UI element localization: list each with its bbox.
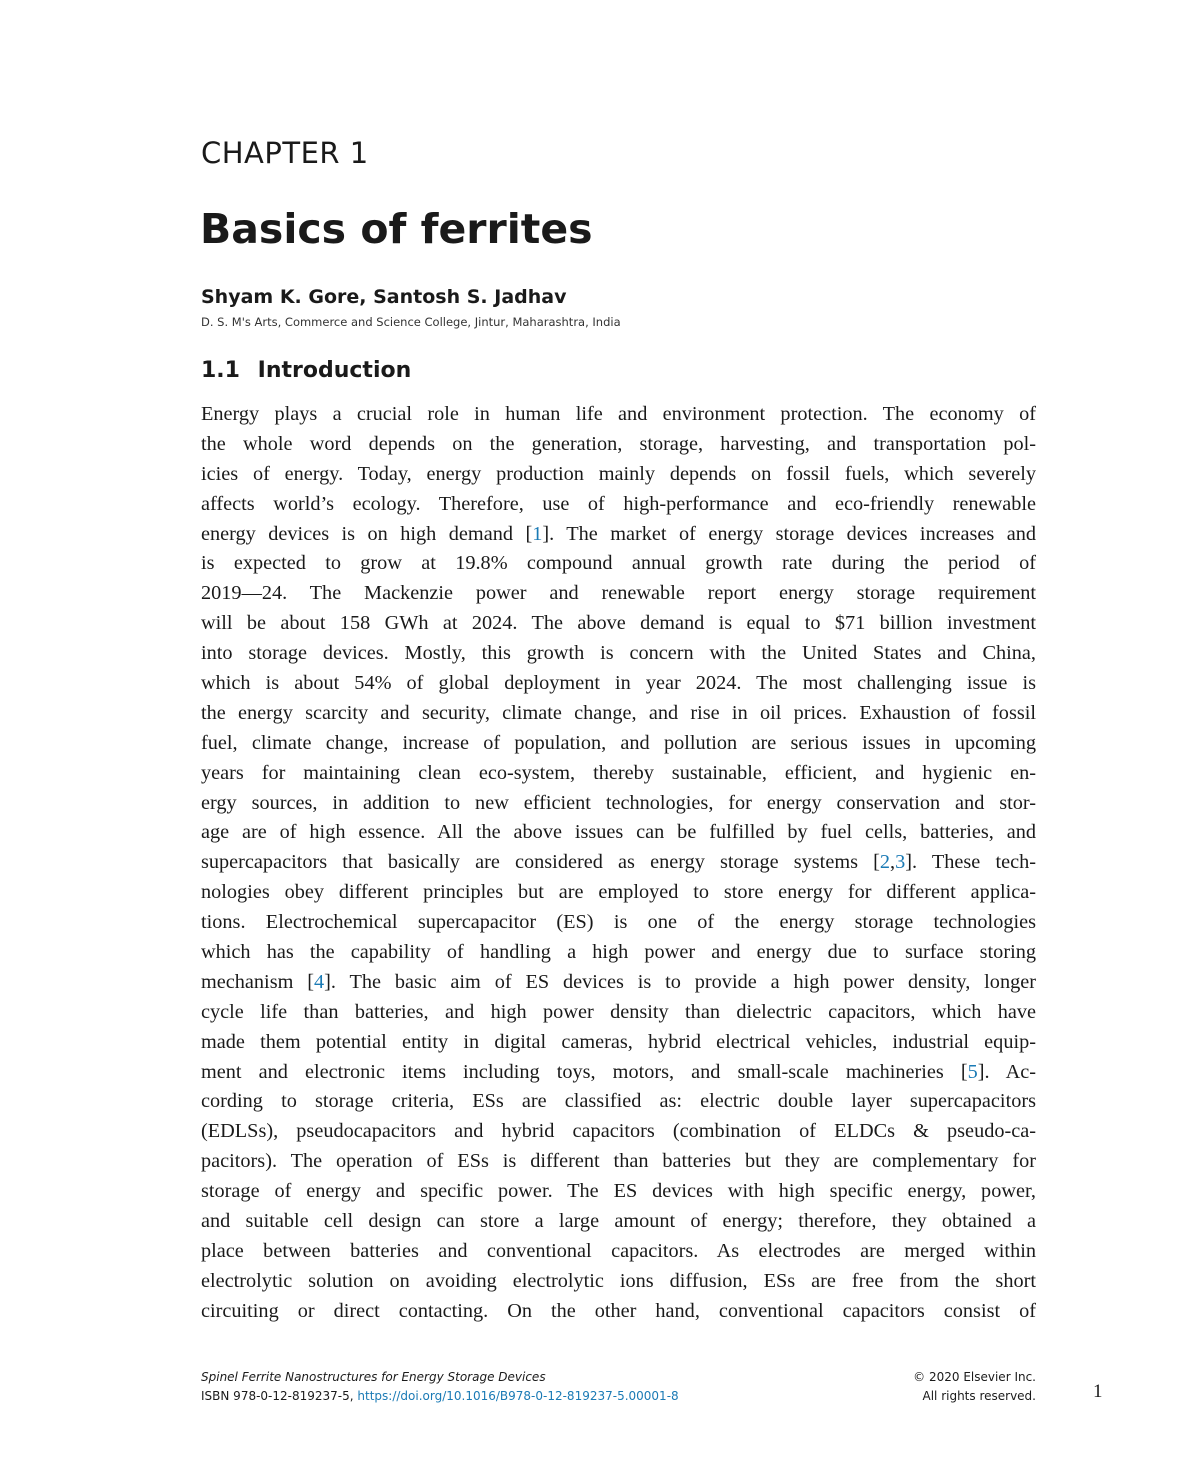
book-title: Spinel Ferrite Nanostructures for Energy Storage Devices — [201, 1370, 546, 1384]
body-line: place between batteries and conventional capacitors. As electrodes are merged within — [201, 1239, 1036, 1262]
copyright: © 2020 Elsevier Inc. — [913, 1370, 1036, 1384]
citation-link[interactable]: 4 — [314, 970, 325, 993]
affiliation: D. S. M's Arts, Commerce and Science College, Jintur, Maharashtra, India — [201, 315, 621, 329]
section-number: 1.1 — [201, 358, 240, 383]
isbn: ISBN 978-0-12-819237-5, — [201, 1389, 358, 1403]
body-line: years for maintaining clean eco-system, thereby sustainable, efficient, and hygienic en- — [201, 761, 1036, 784]
section-heading — [201, 358, 411, 383]
body-line: supercapacitors that basically are considered as energy storage systems [2,3]. These tech- — [201, 851, 1036, 874]
body-line: 2019—24. The Mackenzie power and renewable report energy storage requirement — [201, 582, 1036, 605]
citation-link[interactable]: 5 — [967, 1060, 978, 1083]
body-line: which has the capability of handling a high power and energy due to surface storing — [201, 941, 1036, 964]
body-line: nologies obey different principles but are employed to store energy for different applica- — [201, 881, 1036, 904]
page-number: 1 — [1093, 1381, 1103, 1402]
citation-link[interactable]: 1 — [532, 522, 543, 545]
body-line: which is about 54% of global deployment in year 2024. The most challenging issue is — [201, 672, 1036, 695]
body-line: icies of energy. Today, energy production mainly depends on fossil fuels, which severely — [201, 462, 1036, 485]
section-title: Introduction — [257, 358, 412, 383]
body-line: pacitors). The operation of ESs is different than batteries but they are complementary for — [201, 1150, 1036, 1173]
body-line: Energy plays a crucial role in human life and environment protection. The economy of — [201, 403, 1036, 425]
body-line: made them potential entity in digital cameras, hybrid electrical vehicles, industrial equip- — [201, 1030, 1036, 1053]
chapter-label: CHAPTER 1 — [201, 136, 369, 170]
body-paragraph — [201, 400, 1036, 1327]
body-line: energy devices is on high demand [1]. The market of energy storage devices increases and — [201, 522, 1036, 545]
body-line: into storage devices. Mostly, this growth is concern with the United States and China, — [201, 642, 1036, 665]
body-line: and suitable cell design can store a large amount of energy; therefore, they obtained a — [201, 1210, 1036, 1233]
body-line: will be about 158 GWh at 2024. The above demand is equal to $71 billion investment — [201, 612, 1036, 635]
chapter-title: Basics of ferrites — [200, 205, 593, 253]
rights: All rights reserved. — [922, 1389, 1036, 1403]
body-line: age are of high essence. All the above issues can be fulfilled by fuel cells, batteries, and — [201, 821, 1036, 844]
body-line: ergy sources, in addition to new efficient technologies, for energy conservation and stor- — [201, 791, 1036, 814]
body-line: mechanism [4]. The basic aim of ES devices is to provide a high power density, longer — [201, 970, 1036, 993]
body-line: the energy scarcity and security, climate change, and rise in oil prices. Exhaustion of fossil — [201, 701, 1036, 724]
body-line: (EDLSs), pseudocapacitors and hybrid capacitors (combination of ELDCs & pseudo-ca- — [201, 1120, 1036, 1143]
body-line: cording to storage criteria, ESs are classified as: electric double layer supercapacitors — [201, 1090, 1036, 1113]
doi-link[interactable]: https://doi.org/10.1016/B978-0-12-819237-5.00001-8 — [357, 1389, 679, 1403]
body-line: tions. Electrochemical supercapacitor (ES) is one of the energy storage technologies — [201, 911, 1036, 934]
body-line: storage of energy and specific power. The ES devices with high specific energy, power, — [201, 1180, 1036, 1203]
footer-left — [201, 1368, 679, 1406]
authors: Shyam K. Gore, Santosh S. Jadhav — [201, 286, 567, 308]
body-line: is expected to grow at 19.8% compound annual growth rate during the period of — [201, 552, 1036, 575]
body-line: circuiting or direct contacting. On the other hand, conventional capacitors consist of — [201, 1299, 1036, 1322]
footer-right — [913, 1368, 1036, 1406]
body-line: ment and electronic items including toys, motors, and small-scale machineries [5]. Ac- — [201, 1060, 1036, 1083]
body-line: cycle life than batteries, and high power density than dielectric capacitors, which have — [201, 1000, 1036, 1023]
body-line: fuel, climate change, increase of population, and pollution are serious issues in upcoming — [201, 731, 1036, 754]
citation-link[interactable]: 3 — [895, 851, 906, 874]
citation-link[interactable]: 2 — [879, 851, 891, 874]
body-line: the whole word depends on the generation, storage, harvesting, and transportation pol- — [201, 432, 1036, 455]
body-line: electrolytic solution on avoiding electrolytic ions diffusion, ESs are free from the short — [201, 1269, 1036, 1292]
body-line: affects world’s ecology. Therefore, use of high-performance and eco-friendly renewable — [201, 492, 1036, 515]
